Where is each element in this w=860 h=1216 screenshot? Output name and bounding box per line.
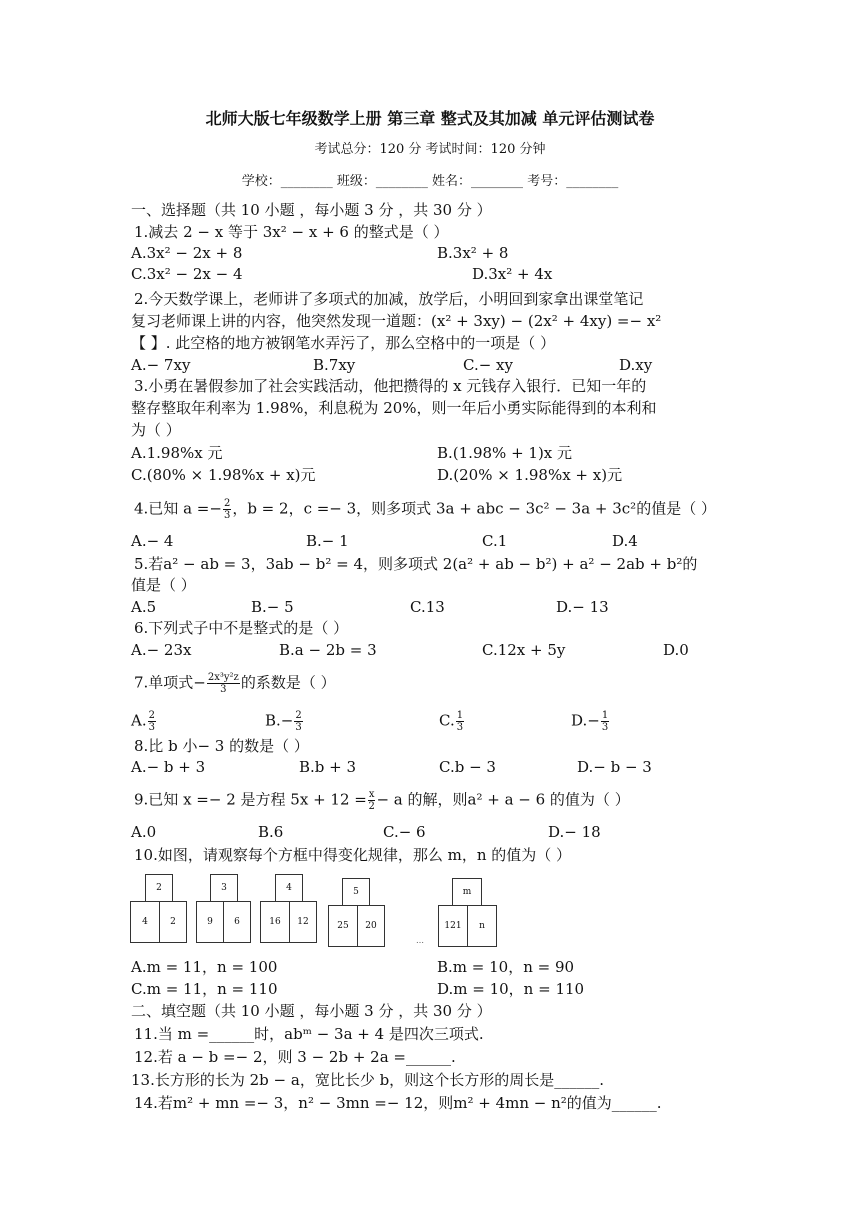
figure-2-left: 9 <box>196 901 224 943</box>
q7-d-fraction <box>601 710 609 733</box>
q8-option-a: A.− b + 3 <box>131 758 206 776</box>
figure-ellipsis: … <box>416 936 424 945</box>
q7-a-den: 3 <box>148 722 155 733</box>
q7-b-fraction <box>294 710 302 733</box>
q9-option-d: D.− 18 <box>548 823 601 841</box>
q10-option-c: C.m = 11，n = 110 <box>131 980 278 998</box>
figure-3-top: 4 <box>275 874 303 902</box>
q6-option-d: D.0 <box>663 641 689 659</box>
figure-5-right: n <box>467 905 497 947</box>
q7-fraction <box>207 672 240 695</box>
question-10: 10.如图，请观察每个方框中得变化规律，那么 m，n 的值为（ ） <box>134 846 572 864</box>
q1-option-b: B.3x² + 8 <box>437 244 509 262</box>
figure-3-right: 12 <box>289 901 317 943</box>
q9-text-pre: 9.已知 x =− 2 是方程 5x + 12 = <box>134 790 367 809</box>
q4-option-b: B.− 1 <box>306 532 349 550</box>
q6-option-a: A.− 23x <box>131 641 192 659</box>
q7-b-num: 2 <box>295 710 302 721</box>
q7-d-label: D.− <box>571 711 600 730</box>
question-2-line2: 复习老师课上讲的内容，他突然发现一道题：(x² + 3xy) − (2x² + 4xy) =− x² <box>131 312 662 330</box>
q5-option-b: B.− 5 <box>251 598 294 616</box>
q3-option-b: B.(1.98% + 1)x 元 <box>437 444 573 462</box>
figure-2-top: 3 <box>210 874 238 902</box>
q7-d-num: 1 <box>601 710 609 721</box>
figure-3-left: 16 <box>260 901 290 943</box>
question-9 <box>134 789 754 812</box>
figure-4-right: 20 <box>357 905 385 947</box>
section2-header: 二、填空题（共 10 小题 ，每小题 3 分 ，共 30 分 ） <box>131 1002 492 1020</box>
question-4 <box>134 498 754 521</box>
q2-option-b: B.7xy <box>313 356 356 374</box>
q9-fraction <box>368 789 376 812</box>
q8-option-b: B.b + 3 <box>299 758 357 776</box>
question-3-line3: 为（ ） <box>131 421 181 439</box>
q9-text-post: − a 的解，则a² + a − 6 的值为（ ） <box>376 790 630 809</box>
question-6: 6.下列式子中不是整式的是（ ） <box>134 619 349 637</box>
q4-text-pre: 4.已知 a =− <box>134 499 222 518</box>
q3-option-c: C.(80% × 1.98%x + x)元 <box>131 466 316 484</box>
q1-option-d: D.3x² + 4x <box>472 265 553 283</box>
q1-option-c: C.3x² − 2x − 4 <box>131 265 243 283</box>
question-2-line1: 2.今天数学课上，老师讲了多项式的加减，放学后，小明回到家拿出课堂笔记 <box>134 290 644 308</box>
figure-4-left: 25 <box>328 905 358 947</box>
question-12: 12.若 a − b =− 2，则 3 − 2b + 2a =______. <box>134 1048 456 1066</box>
question-1: 1.减去 2 − x 等于 3x² − x + 6 的整式是（ ） <box>134 223 449 241</box>
q10-option-d: D.m = 10，n = 110 <box>437 980 585 998</box>
q7-d-den: 3 <box>601 722 609 733</box>
q7-text-pre: 7.单项式− <box>134 673 206 692</box>
q9-fraction-num: x <box>368 789 375 800</box>
q7-option-a <box>131 710 157 733</box>
figure-1-left: 4 <box>130 901 160 943</box>
q2-option-c: C.− xy <box>463 356 513 374</box>
q2-option-a: A.− 7xy <box>131 356 191 374</box>
q9-option-a: A.0 <box>131 823 157 841</box>
question-11: 11.当 m =______时，abᵐ − 3a + 4 是四次三项式. <box>134 1025 484 1043</box>
question-5-line2: 值是（ ） <box>131 576 196 594</box>
q4-text-post: ，b = 2，c =− 3，则多项式 3a + abc − 3c² − 3a + 3c²的值是（ ） <box>232 499 716 518</box>
q7-fraction-den: 3 <box>220 684 227 695</box>
figure-1-top: 2 <box>145 874 173 902</box>
figure-2-right: 6 <box>223 901 251 943</box>
question-3-line2: 整存整取年利率为 1.98%，利息税为 20%，则一年后小勇实际能得到的本利和 <box>131 399 657 417</box>
exam-info: 考试总分：120 分 考试时间：120 分钟 <box>314 142 546 157</box>
q5-option-a: A.5 <box>131 598 157 616</box>
q7-c-den: 3 <box>456 722 464 733</box>
q8-option-c: C.b − 3 <box>439 758 496 776</box>
student-info: 学校：________ 班级：________ 姓名：________ 考号：________ <box>241 174 619 189</box>
q4-option-c: C.1 <box>482 532 508 550</box>
q9-fraction-den: 2 <box>368 801 375 812</box>
q3-option-d: D.(20% × 1.98%x + x)元 <box>437 466 623 484</box>
q7-c-label: C. <box>439 711 455 730</box>
q6-option-c: C.12x + 5y <box>482 641 566 659</box>
q1-option-a: A.3x² − 2x + 8 <box>131 244 243 262</box>
question-14: 14.若m² + mn =− 3，n² − 3mn =− 12，则m² + 4mn − n²的值为______. <box>134 1094 662 1112</box>
q7-c-num: 1 <box>456 710 464 721</box>
q3-option-a: A.1.98%x 元 <box>131 444 223 462</box>
q7-b-label: B.− <box>265 711 294 730</box>
q2-option-d: D.xy <box>619 356 653 374</box>
q8-option-d: D.− b − 3 <box>577 758 652 776</box>
section1-header: 一、选择题（共 10 小题 ，每小题 3 分 ，共 30 分 ） <box>131 201 492 219</box>
q10-option-a: A.m = 11，n = 100 <box>131 958 278 976</box>
q4-fraction-den: 3 <box>223 510 231 521</box>
q4-option-a: A.− 4 <box>131 532 174 550</box>
question-3-line1: 3.小勇在暑假参加了社会实践活动，他把攒得的 x 元钱存入银行．已知一年的 <box>134 377 647 395</box>
q7-fraction-num: 2x³y²z <box>207 672 239 683</box>
figure-4-top: 5 <box>342 878 370 906</box>
q9-option-c: C.− 6 <box>383 823 426 841</box>
question-5-line1: 5.若a² − ab = 3，3ab − b² = 4，则多项式 2(a² + ab − b²) + a² − 2ab + b²的 <box>134 555 698 573</box>
q4-fraction <box>223 498 231 521</box>
q7-a-fraction <box>148 710 156 733</box>
q9-option-b: B.6 <box>258 823 284 841</box>
figure-5-top: m <box>452 878 482 906</box>
q6-option-b: B.a − 2b = 3 <box>279 641 377 659</box>
question-7 <box>134 672 754 695</box>
q10-option-b: B.m = 10，n = 90 <box>437 958 575 976</box>
figure-5-left: 121 <box>438 905 468 947</box>
figure-1-right: 2 <box>159 901 187 943</box>
page-title: 北师大版七年级数学上册 第三章 整式及其加减 单元评估测试卷 <box>205 109 655 128</box>
q5-option-c: C.13 <box>410 598 445 616</box>
q7-a-num: 2 <box>148 710 155 721</box>
q7-option-c <box>439 710 465 733</box>
q7-b-den: 3 <box>295 722 302 733</box>
question-8: 8.比 b 小− 3 的数是（ ） <box>134 737 309 755</box>
q7-option-d <box>571 710 610 733</box>
q7-a-label: A. <box>131 711 147 730</box>
q5-option-d: D.− 13 <box>556 598 609 616</box>
question-13: 13.长方形的长为 2b − a，宽比长少 b，则这个长方形的周长是______. <box>131 1071 604 1089</box>
q4-fraction-num: 2 <box>223 498 231 509</box>
q7-option-b <box>265 710 304 733</box>
question-2-line3: 【 】. 此空格的地方被钢笔水弄污了，那么空格中的一项是（ ） <box>131 334 556 352</box>
pattern-figure <box>130 874 600 952</box>
q7-text-post: 的系数是（ ） <box>240 673 336 692</box>
q7-c-fraction <box>456 710 464 733</box>
q4-option-d: D.4 <box>612 532 638 550</box>
